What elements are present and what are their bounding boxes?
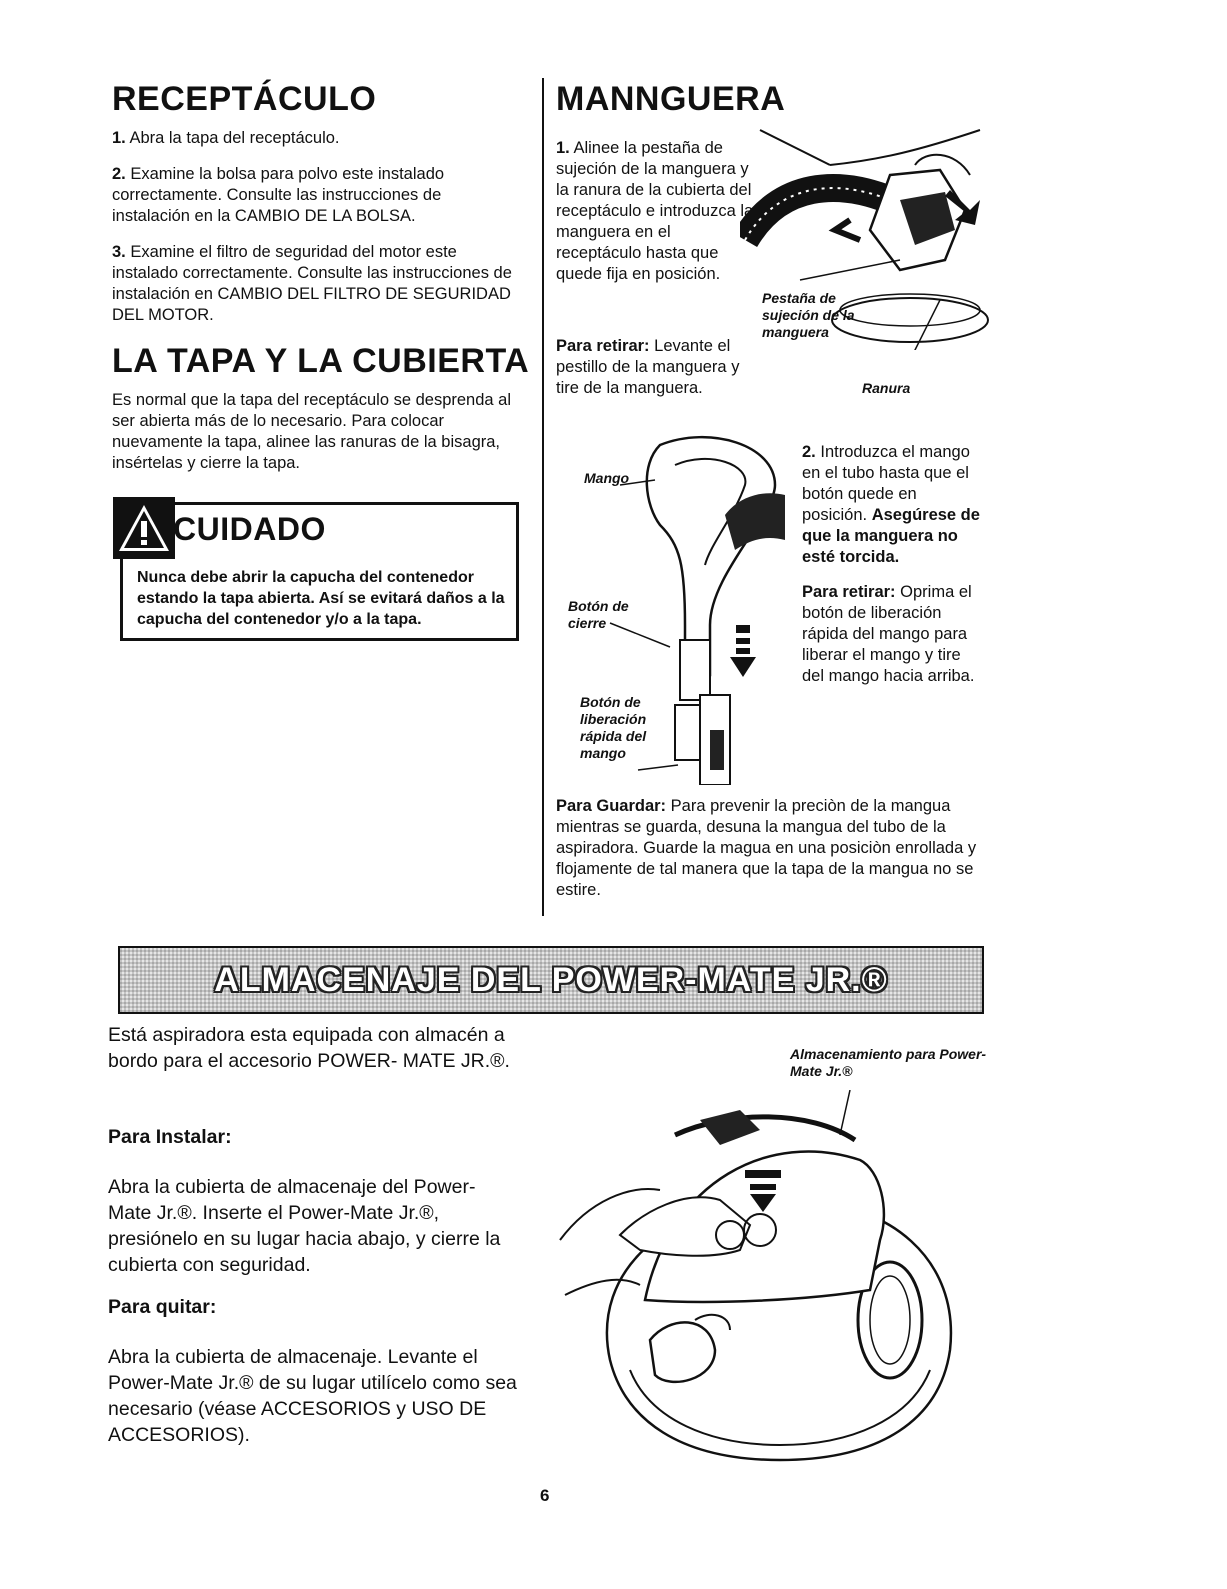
receptaculo-steps bbox=[112, 128, 522, 326]
storage-intro: Está aspiradora esta equipada con almacén a bordo para el accesorio POWER- MATE JR.®. bbox=[108, 1024, 510, 1072]
manguera-step-2: 2. Introduzca el mango en el tubo hasta que el botón quede en posición. Asegúrese de que la manguera no esté torcida. Para retirar: Oprima el botón de liberación rápida del mango para liberar el mango y tire del mango hacia arriba. bbox=[802, 443, 980, 685]
label-boton-liberacion: Botón de liberación rápida del mango bbox=[580, 694, 647, 761]
label-mango: Mango bbox=[584, 470, 630, 486]
tapa-text: Es normal que la tapa del receptáculo se desprenda al ser abierta más de lo necesario. Para colocar nuevamente la tapa, alinee las ranuras de la bisagra, insértelas y cierre la tapa. bbox=[112, 391, 512, 472]
step-2: 2. Examine la bolsa para polvo este instalado correctamente. Consulte las instrucciones de instalación en la CAMBIO DE LA BOLSA. bbox=[112, 165, 445, 225]
column-divider bbox=[542, 78, 544, 916]
page-number: 6 bbox=[540, 1486, 550, 1505]
label-boton-cierre: Botón de cierre bbox=[568, 598, 629, 631]
manguera-step-1: 1. Alinee la pestaña de sujeción de la manguera y la ranura de la cubierta del receptáculo e introduzca la manguera en el receptáculo hasta que quede fija en posición. bbox=[556, 139, 754, 283]
instalar-text: Abra la cubierta de almacenaje del Power-Mate Jr.®. Inserte el Power-Mate Jr.®, presiónelo en su lugar hacia abajo, y cierre la cubierta con seguridad. bbox=[108, 1176, 501, 1276]
manguera-retirar: Para retirar: Levante el pestillo de la manguera y tire de la manguera. bbox=[556, 337, 740, 397]
warning-triangle-icon bbox=[113, 497, 175, 559]
label-storage: Almacenamiento para Power-Mate Jr.® bbox=[790, 1046, 987, 1079]
manguera-guardar: Para Guardar: Para prevenir la preciòn de la mangua mientras se guarda, desuna la mangua del tubo de la aspiradora. Guarde la magua en una posiciòn enrollada y flojamente de tal manera que la tapa de la mangua no se estire. bbox=[556, 797, 977, 899]
vacuum-illustration bbox=[550, 1090, 980, 1470]
label-pestana: Pestaña de sujeción de la manguera bbox=[762, 290, 855, 340]
title-manguera: MANNGUERA bbox=[556, 80, 786, 118]
title-tapa: LA TAPA Y LA CUBIERTA bbox=[112, 342, 530, 380]
label-ranura: Ranura bbox=[862, 380, 911, 396]
banner-title: ALMACENAJE DEL POWER-MATE JR.® bbox=[214, 960, 888, 999]
step-1: 1. Abra la tapa del receptáculo. bbox=[112, 129, 340, 147]
step-3: 3. Examine el filtro de seguridad del motor este instalado correctamente. Consulte las instrucciones de instalación en CAMBIO DEL FILTRO DE SEGURIDAD DEL MOTOR. bbox=[112, 243, 512, 324]
quitar-text: Abra la cubierta de almacenaje. Levante el Power-Mate Jr.® de su lugar utilícelo como sea necesario (véase ACCESORIOS y USO DE ACCESORIOS). bbox=[108, 1346, 517, 1446]
caution-text: Nunca debe abrir la capucha del contenedor estando la tapa abierta. Así se evitará daños a la capucha del contenedor y/o a la tapa. bbox=[137, 569, 505, 628]
storage-banner bbox=[118, 946, 984, 1014]
caution-title: CUIDADO bbox=[173, 511, 326, 547]
quitar-label: Para quitar: bbox=[108, 1296, 217, 1318]
title-receptaculo: RECEPTÁCULO bbox=[112, 80, 377, 118]
caution-box bbox=[120, 502, 519, 641]
instalar-label: Para Instalar: bbox=[108, 1126, 232, 1148]
